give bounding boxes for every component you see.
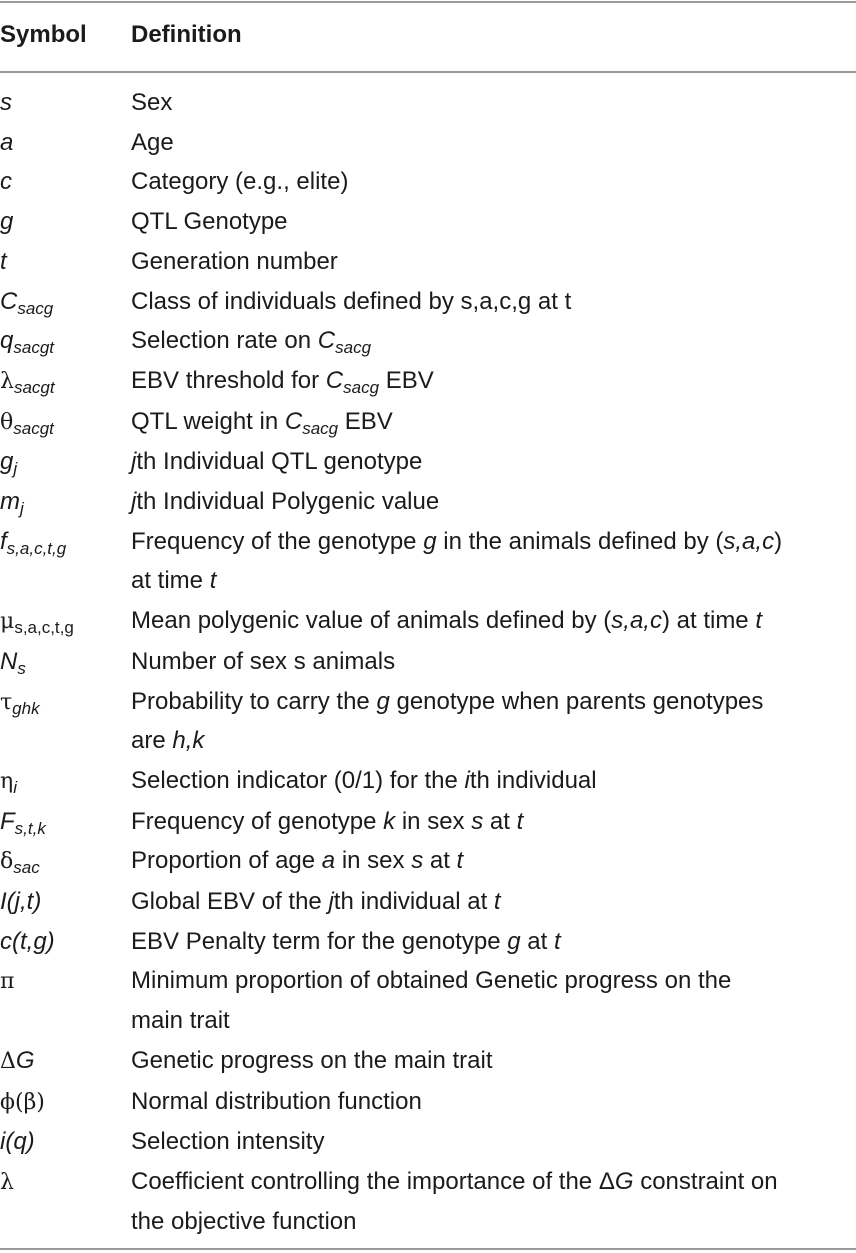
table-row <box>0 682 856 761</box>
symbol-cell: $f_{s,a,c,t,g}$ <box>0 527 67 558</box>
definition-cell: Age <box>131 128 174 156</box>
definition-cell: Frequency of genotype k in sex s at t <box>131 807 524 835</box>
table-row <box>0 922 856 962</box>
table-row <box>0 442 856 482</box>
symbol-cell: $\delta_{sac}$ <box>0 849 40 878</box>
symbol-cell: $\eta_i$ <box>0 768 17 797</box>
definition-cell: Generation number <box>131 247 338 275</box>
symbol-cell: $\tau_{ghk}$ <box>0 689 40 718</box>
table-row <box>0 321 856 361</box>
definition-cell: Genetic progress on the main trait <box>131 1046 493 1074</box>
table-row <box>0 162 856 202</box>
symbol-cell: $C_{sacg}$ <box>0 287 54 318</box>
definition-cell: QTL Genotype <box>131 208 288 236</box>
definition-cell: Normal distribution function <box>131 1087 422 1115</box>
table-row <box>0 642 856 682</box>
symbol-cell: λ <box>0 1169 14 1195</box>
symbol-cell: π <box>0 969 15 995</box>
table-row <box>0 83 856 123</box>
symbol-cell: g <box>0 208 14 236</box>
definition-cell: jth Individual Polygenic value <box>131 488 440 516</box>
symbol-cell: $g_j$ <box>0 448 18 479</box>
table-row <box>0 1162 856 1241</box>
definition-cell: Probability to carry the g genotype when parents genotypes are h,k <box>131 687 764 755</box>
symbol-cell: $\theta_{sacgt}$ <box>0 409 54 438</box>
table-body <box>0 83 856 1241</box>
table-row <box>0 1122 856 1162</box>
symbol-cell: s <box>0 89 12 116</box>
symbol-cell: $N_s$ <box>0 647 26 678</box>
definition-cell: Frequency of the genotype g in the animals defined by (s,a,c) at time t <box>131 527 783 595</box>
header-rule <box>0 71 856 73</box>
table-row <box>0 402 856 443</box>
symbol-cell: $\mu_{s,a,c,t,g}$ <box>0 609 74 638</box>
table-row <box>0 482 856 522</box>
table-row <box>0 242 856 282</box>
table-row <box>0 841 856 882</box>
symbol-cell: i(q) <box>0 1128 35 1156</box>
definition-cell: EBV Penalty term for the genotype g at t <box>131 927 561 955</box>
table-row <box>0 961 856 1040</box>
top-rule <box>0 1 856 3</box>
symbol-cell: $\lambda_{sacgt}$ <box>0 368 55 397</box>
definition-cell: Number of sex s animals <box>131 647 396 675</box>
table-row <box>0 123 856 163</box>
symbol-cell: c <box>0 168 12 196</box>
symbol-cell: a <box>0 128 14 156</box>
table-row <box>0 802 856 842</box>
symbol-cell: $F_{s,t,k}$ <box>0 807 46 838</box>
symbol-cell: $m_j$ <box>0 488 24 519</box>
header-definition: Definition <box>131 21 242 48</box>
table-header <box>0 16 856 56</box>
definition-cell: Proportion of age a in sex s at t <box>131 847 464 875</box>
definition-cell: Selection rate on $C_{sacg}$ <box>131 327 372 358</box>
table-row <box>0 882 856 922</box>
table-row <box>0 361 856 402</box>
table-row <box>0 282 856 322</box>
definition-cell: Minimum proportion of obtained Genetic progress on the main trait <box>131 967 732 1035</box>
definition-cell: Coefficient controlling the importance of the ΔG constraint on the objective function <box>131 1167 778 1235</box>
table-row <box>0 1082 856 1123</box>
table-row <box>0 761 856 802</box>
definition-cell: jth Individual QTL genotype <box>131 448 423 476</box>
symbol-cell: c(t,g) <box>0 927 55 955</box>
definition-cell: EBV threshold for $C_{sacg}$ EBV <box>131 366 434 397</box>
table-row <box>0 202 856 242</box>
symbol-cell: ΔG <box>0 1046 35 1074</box>
table-row <box>0 1041 856 1082</box>
symbol-cell: t <box>0 247 7 275</box>
definition-cell: Sex <box>131 89 173 116</box>
table-row <box>0 601 856 642</box>
definition-cell: Mean polygenic value of animals defined by (s,a,c) at time t <box>131 607 762 635</box>
definition-cell: Global EBV of the jth individual at t <box>131 888 501 916</box>
definition-cell: Selection intensity <box>131 1128 325 1156</box>
bottom-rule <box>0 1248 856 1250</box>
table-row <box>0 522 856 601</box>
symbol-cell: ϕ(β) <box>0 1089 45 1115</box>
header-symbol: Symbol <box>0 21 87 48</box>
symbol-cell: I(j,t) <box>0 888 42 916</box>
definition-cell: Class of individuals defined by s,a,c,g at t <box>131 287 572 315</box>
definition-cell: Category (e.g., elite) <box>131 168 349 196</box>
definition-cell: Selection indicator (0/1) for the ith individual <box>131 766 597 794</box>
definition-cell: QTL weight in $C_{sacg}$ EBV <box>131 407 393 438</box>
symbol-cell: $q_{sacgt}$ <box>0 327 54 358</box>
